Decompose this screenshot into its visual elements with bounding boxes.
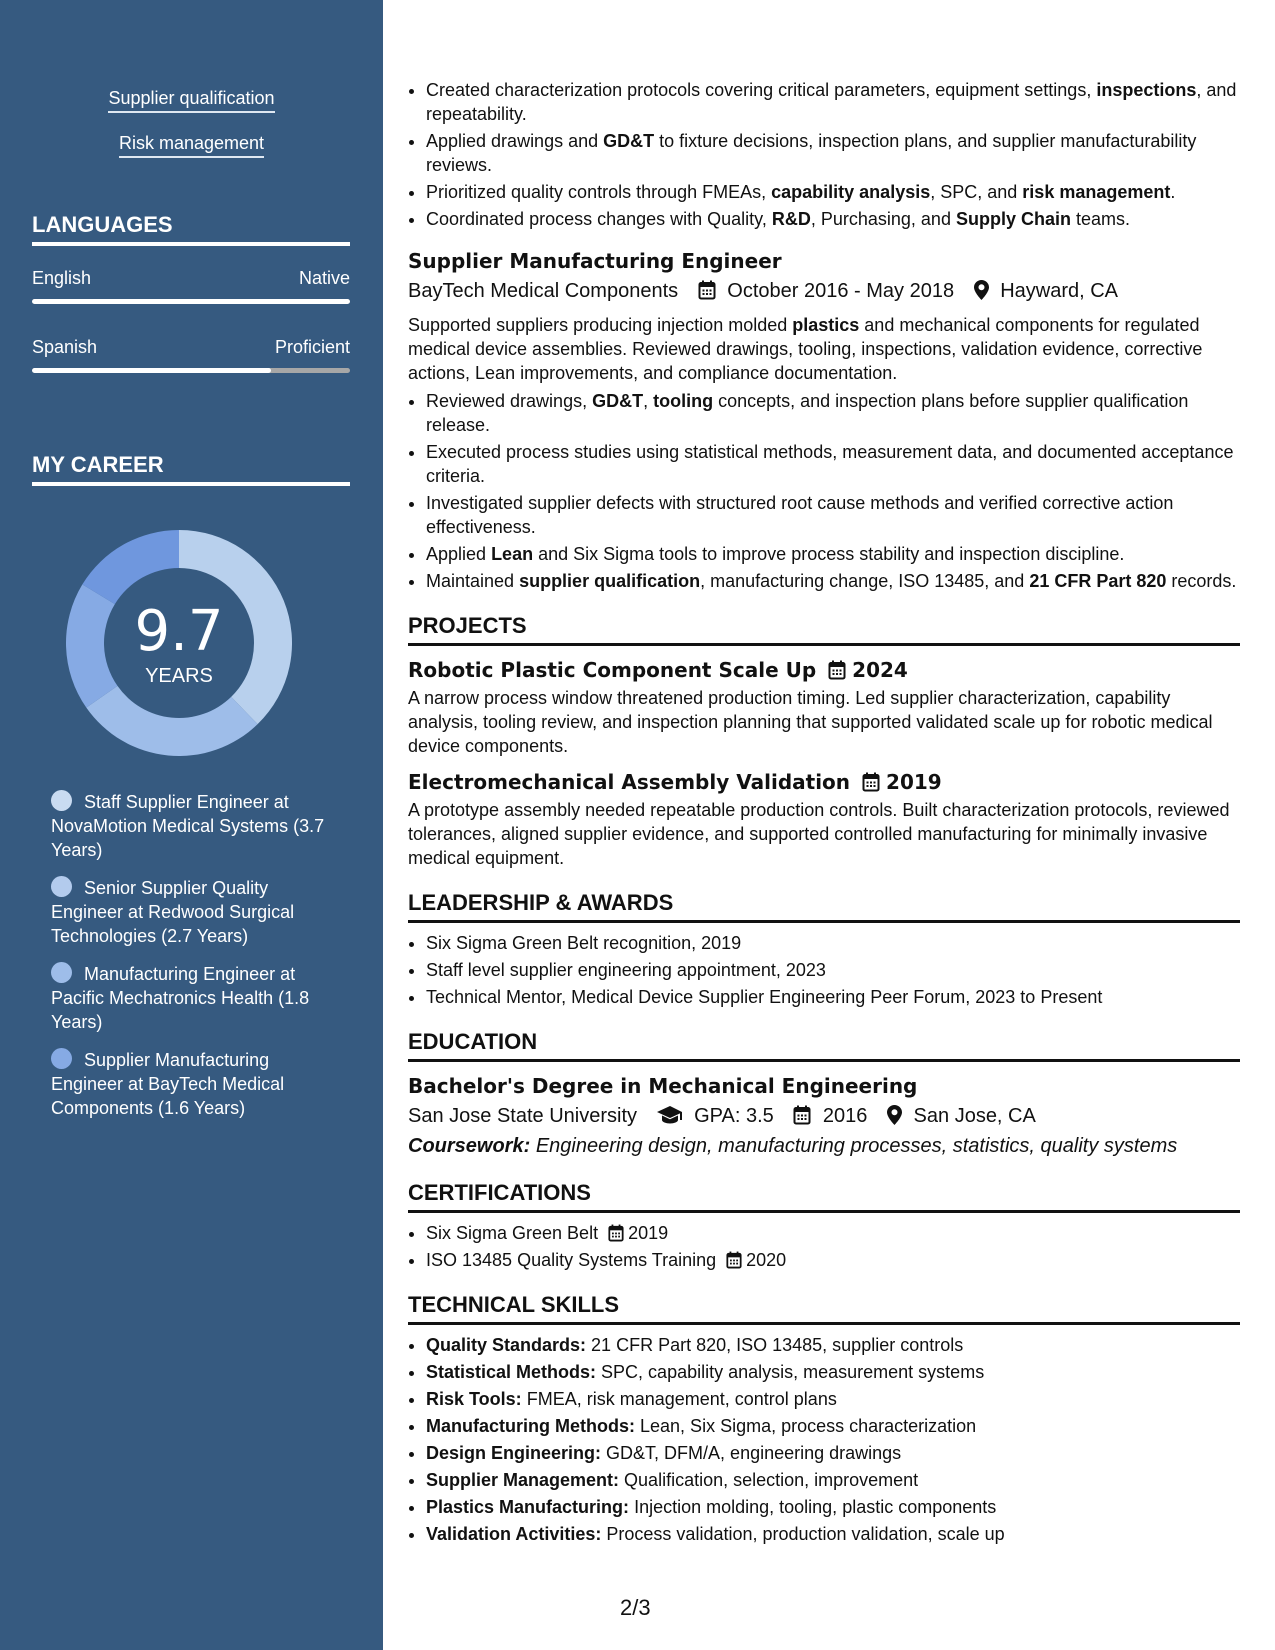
job-summary: Supported suppliers producing injection molded plastics and mechanical components for regulated medical device assemblies. Reviewed drawings, tooling, inspections, validation evidence, corrective actions, Lean improvements, and compliance documentation. <box>408 315 1203 383</box>
career-unit: YEARS <box>145 665 213 687</box>
list-item: • Six Sigma Green Belt recognition, 2019 <box>426 931 1240 955</box>
list-item: • Executed process studies using statistical methods, measurement data, and documented acceptance criteria. <box>426 440 1240 488</box>
career-total: 9.7 <box>134 599 224 664</box>
language-level: Native <box>298 268 350 288</box>
section-heading-certifications: CERTIFICATIONS <box>408 1178 1240 1213</box>
project-desc: A narrow process window threatened production timing. Led supplier characterization, capability analysis, tooling review, and inspection planning that supported validated scale up for robotic medical device components. <box>408 688 1213 756</box>
career-item: Staff Supplier Engineer at NovaMotion Medical Systems (3.7 Years) <box>51 792 325 860</box>
job-location: Hayward, CA <box>1000 280 1118 302</box>
list-item: • Investigated supplier defects with structured root cause methods and verified corrective action effectiveness. <box>426 491 1240 539</box>
job-title: Supplier Manufacturing Engineer <box>408 249 782 273</box>
list-item: • Technical Mentor, Medical Device Supplier Engineering Peer Forum, 2023 to Present <box>426 985 1240 1009</box>
list-item: • Manufacturing Methods: Lean, Six Sigma, process characterization <box>426 1414 1240 1438</box>
skill-tag: Supplier qualification <box>0 88 383 109</box>
languages-heading: LANGUAGES <box>32 211 350 246</box>
project-title: Robotic Plastic Component Scale Up 2024 <box>408 658 908 682</box>
career-donut <box>66 530 292 756</box>
section-heading-skills: TECHNICAL SKILLS <box>408 1290 1240 1325</box>
career-item: Supplier Manufacturing Engineer at BayTech Medical Components (1.6 Years) <box>51 1050 285 1118</box>
list-item: • Created characterization protocols covering critical parameters, equipment settings, inspections, and repeatability. <box>426 78 1240 126</box>
career-dot-icon <box>51 876 72 897</box>
list-item: • Prioritized quality controls through FMEAs, capability analysis, SPC, and risk management. <box>426 180 1240 204</box>
list-item: • Design Engineering: GD&T, DFM/A, engineering drawings <box>426 1441 1240 1465</box>
certifications-list <box>408 1221 1240 1272</box>
skill-tag: Risk management <box>0 133 383 154</box>
section-heading-leadership: LEADERSHIP & AWARDS <box>408 888 1240 923</box>
school-name: San Jose State University <box>408 1105 637 1127</box>
list-item: • Supplier Management: Qualification, selection, improvement <box>426 1468 1240 1492</box>
section-heading-education: EDUCATION <box>408 1027 1240 1062</box>
calendar-icon <box>726 1251 742 1269</box>
job-dates: October 2016 - May 2018 <box>727 280 955 302</box>
language-bar <box>32 299 350 304</box>
degree-title: Bachelor's Degree in Mechanical Engineering <box>408 1074 918 1098</box>
job-bullets <box>408 389 1240 593</box>
list-item: • ISO 13485 Quality Systems Training 2020 <box>426 1248 1240 1272</box>
language-name: Spanish <box>32 337 98 357</box>
list-item: • Plastics Manufacturing: Injection molding, tooling, plastic components <box>426 1495 1240 1519</box>
job-company: BayTech Medical Components <box>408 280 679 302</box>
list-item: • Statistical Methods: SPC, capability analysis, measurement systems <box>426 1360 1240 1384</box>
prev-job-bullets <box>408 78 1240 231</box>
career-donut-segment <box>66 584 117 707</box>
career-item: Senior Supplier Quality Engineer at Redwood Surgical Technologies (2.7 Years) <box>51 878 295 946</box>
coursework: Coursework: Engineering design, manufacturing processes, statistics, quality systems <box>408 1135 1178 1157</box>
project-title: Electromechanical Assembly Validation 2019 <box>408 770 942 794</box>
calendar-icon <box>608 1224 624 1242</box>
list-item: • Applied Lean and Six Sigma tools to improve process stability and inspection discipline. <box>426 542 1240 566</box>
calendar-icon <box>793 1105 811 1125</box>
list-item: • Validation Activities: Process validation, production validation, scale up <box>426 1522 1240 1546</box>
language-row <box>32 337 350 358</box>
location-pin-icon <box>974 280 989 300</box>
list-item: • Staff level supplier engineering appointment, 2023 <box>426 958 1240 982</box>
calendar-icon <box>698 280 716 300</box>
list-item: • Applied drawings and GD&T to fixture decisions, inspection plans, and supplier manufacturability reviews. <box>426 129 1240 177</box>
career-item: Manufacturing Engineer at Pacific Mechatronics Health (1.8 Years) <box>51 964 310 1032</box>
list-item: • Maintained supplier qualification, manufacturing change, ISO 13485, and 21 CFR Part 820 records. <box>426 569 1240 593</box>
skills-list <box>408 1333 1240 1546</box>
school-location: San Jose, CA <box>913 1105 1036 1127</box>
graduation-year: 2016 <box>822 1105 868 1127</box>
career-heading: MY CAREER <box>32 451 350 486</box>
list-item: • Reviewed drawings, GD&T, tooling concepts, and inspection plans before supplier qualification release. <box>426 389 1240 437</box>
job-meta <box>408 277 1240 305</box>
language-bar-fill <box>32 368 271 373</box>
graduation-cap-icon <box>657 1105 683 1125</box>
language-name: English <box>32 268 92 288</box>
section-heading-projects: PROJECTS <box>408 611 1240 646</box>
list-item: • Six Sigma Green Belt 2019 <box>426 1221 1240 1245</box>
language-bar <box>32 368 350 373</box>
leadership-list <box>408 931 1240 1009</box>
project-desc: A prototype assembly needed repeatable production controls. Built characterization protocols, reviewed tolerances, aligned supplier evidence, and supported controlled manufacturing for minimally invasive medical equipment. <box>408 800 1230 868</box>
language-level: Proficient <box>274 337 350 357</box>
career-dot-icon <box>51 790 72 811</box>
sidebar <box>0 0 383 1650</box>
page-number: 2/3 <box>620 1595 651 1620</box>
career-dot-icon <box>51 1048 72 1069</box>
list-item: • Risk Tools: FMEA, risk management, control plans <box>426 1387 1240 1411</box>
education-meta <box>408 1102 1240 1130</box>
career-dot-icon <box>51 962 72 983</box>
main-content <box>408 78 1240 1549</box>
gpa: GPA: 3.5 <box>694 1105 774 1127</box>
career-list <box>51 790 341 1134</box>
language-row <box>32 268 350 289</box>
list-item: • Coordinated process changes with Quality, R&D, Purchasing, and Supply Chain teams. <box>426 207 1240 231</box>
list-item: • Quality Standards: 21 CFR Part 820, ISO 13485, supplier controls <box>426 1333 1240 1357</box>
location-pin-icon <box>887 1105 902 1125</box>
calendar-icon <box>862 772 880 792</box>
career-donut-segment <box>82 530 179 604</box>
calendar-icon <box>828 660 846 680</box>
language-bar-fill <box>32 299 350 304</box>
